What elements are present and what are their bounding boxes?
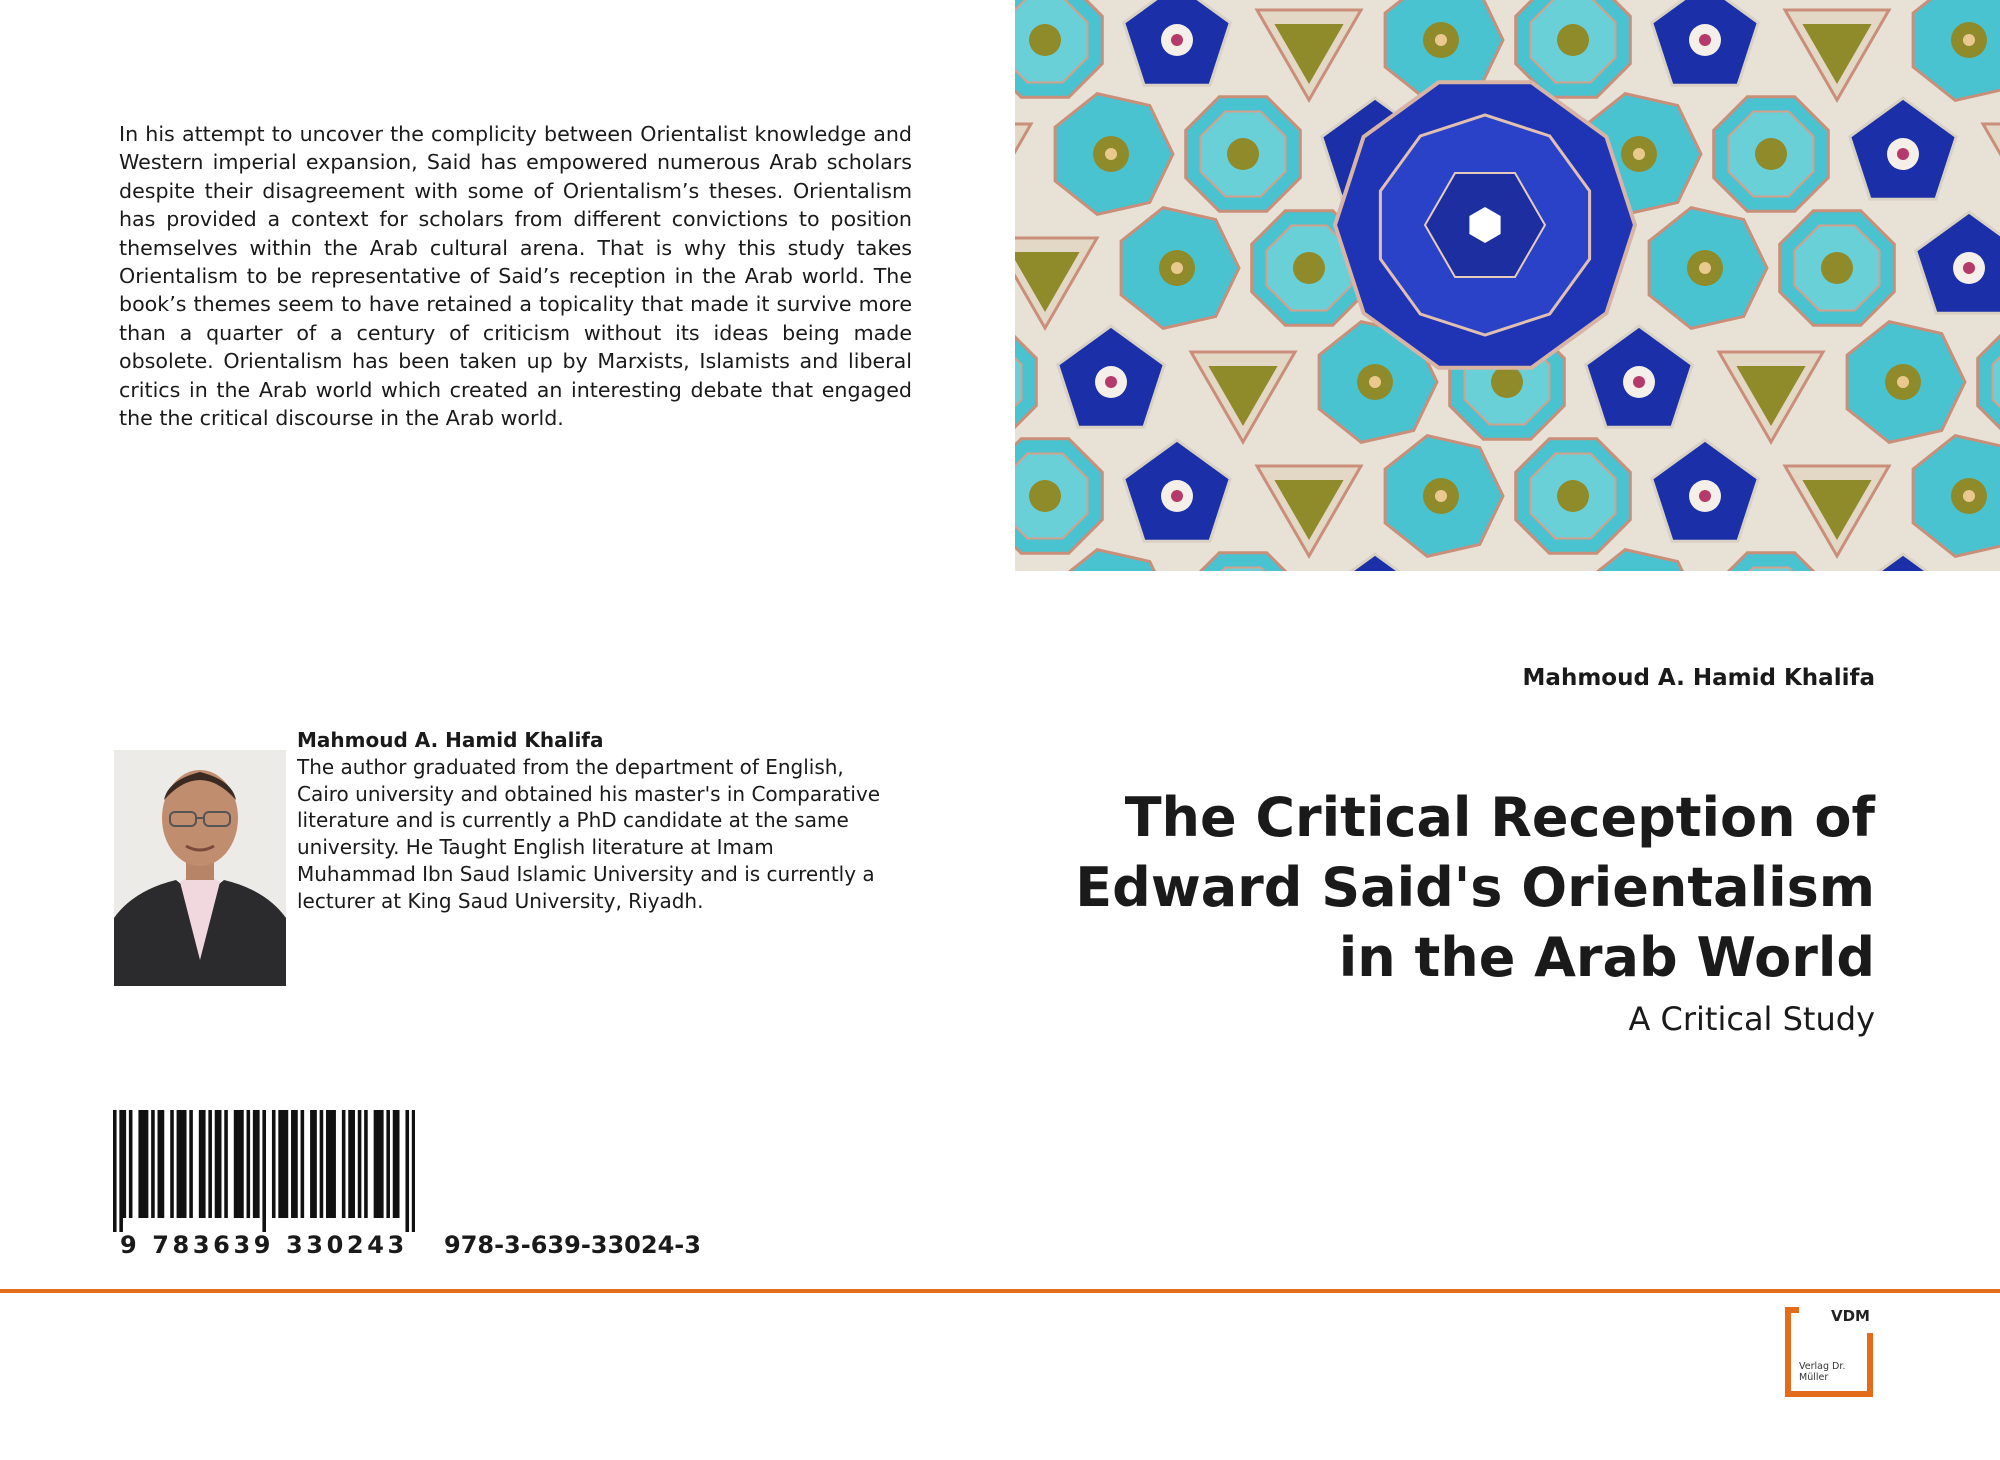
- tile-flower-center: [1369, 376, 1381, 388]
- barcode-bar: [332, 1110, 336, 1218]
- barcode-bar: [374, 1110, 378, 1218]
- barcode-bar: [393, 1110, 397, 1218]
- barcode-bar: [145, 1110, 149, 1218]
- barcode-bar: [224, 1110, 228, 1218]
- barcode-bar: [208, 1110, 212, 1218]
- barcode-bar: [119, 1110, 123, 1232]
- barcode-bar: [183, 1110, 187, 1218]
- barcode-bar: [291, 1110, 295, 1218]
- barcode-bar: [348, 1110, 352, 1218]
- barcode-bar: [405, 1110, 409, 1232]
- barcode-bar: [377, 1110, 381, 1218]
- barcode-bar: [177, 1110, 181, 1218]
- barcode-bar: [234, 1110, 238, 1218]
- logo-sub-text: Verlag Dr. Müller: [1799, 1361, 1846, 1383]
- author-photo: [114, 750, 286, 986]
- barcode-bar: [342, 1110, 346, 1218]
- barcode-bar: [281, 1110, 285, 1218]
- barcode-bar: [199, 1110, 203, 1218]
- barcode-bar: [262, 1110, 266, 1232]
- tile-flower-center: [1171, 262, 1183, 274]
- barcode-bar: [285, 1110, 289, 1218]
- orange-divider: [0, 1289, 2000, 1293]
- book-title-line: in the Arab World: [1338, 926, 1875, 989]
- tile-flower: [1557, 480, 1589, 512]
- barcode-bar: [129, 1110, 133, 1218]
- logo-vdm-text: VDM: [1831, 1307, 1870, 1325]
- tile-flower-center: [1963, 34, 1975, 46]
- barcode-bar: [294, 1110, 298, 1218]
- tile-flower-center: [1897, 376, 1909, 388]
- tile-flower-center: [1699, 262, 1711, 274]
- barcode: [113, 1110, 415, 1232]
- tile-rosette-center: [1171, 34, 1183, 46]
- book-title-line: The Critical Reception of: [1124, 786, 1875, 849]
- logo-frame-top: [1785, 1307, 1799, 1313]
- tile-flower: [1755, 138, 1787, 170]
- barcode-bar: [396, 1110, 400, 1218]
- barcode-bar: [253, 1110, 257, 1218]
- tile-rosette-center: [1897, 148, 1909, 160]
- barcode-bar: [272, 1110, 276, 1218]
- barcode-bar: [202, 1110, 206, 1218]
- author-bio-text: The author graduated from the department of English, Cairo university and obtained his master's in Comparative literature and is currently a PhD candidate at the same university. He Taught English literature at Imam Muhammad Ibn Saud Islamic University and is currently a lecturer at King Saud University, Riyadh.: [297, 754, 881, 913]
- barcode-bar: [215, 1110, 219, 1218]
- barcode-bar: [123, 1110, 127, 1218]
- barcode-bar: [301, 1110, 305, 1218]
- barcode-digits: 9 783639 330243: [120, 1231, 408, 1259]
- barcode-bar: [329, 1110, 333, 1218]
- front-cover-author: Mahmoud A. Hamid Khalifa: [1522, 665, 1875, 691]
- author-bio-name: Mahmoud A. Hamid Khalifa: [297, 728, 604, 752]
- tile-flower: [1029, 480, 1061, 512]
- tile-flower-center: [1435, 34, 1447, 46]
- barcode-bar: [386, 1110, 390, 1218]
- barcode-bar: [256, 1110, 260, 1218]
- barcode-bar: [313, 1110, 317, 1218]
- barcode-bar: [320, 1110, 324, 1218]
- barcode-bar: [247, 1110, 251, 1218]
- cover-tile-artwork: [1015, 0, 2000, 571]
- isbn-number: 978-3-639-33024-3: [444, 1231, 701, 1259]
- barcode-bar: [326, 1110, 330, 1218]
- barcode-bar: [113, 1110, 117, 1232]
- barcode-bar: [218, 1110, 222, 1218]
- tile-flower: [1557, 24, 1589, 56]
- tile-rosette-center: [1699, 490, 1711, 502]
- author-bio: [297, 727, 887, 915]
- tile-flower-center: [1105, 148, 1117, 160]
- barcode-bar: [142, 1110, 146, 1218]
- tile-flower-center: [1633, 148, 1645, 160]
- tile-rosette-center: [1699, 34, 1711, 46]
- barcode-bar: [240, 1110, 244, 1218]
- book-title-line: Edward Said's Orientalism: [1075, 856, 1875, 919]
- publisher-logo: [1781, 1303, 1877, 1399]
- logo-frame-right: [1867, 1333, 1873, 1397]
- tile-flower-center: [1435, 490, 1447, 502]
- back-cover-blurb: In his attempt to uncover the complicity between Orientalist knowledge and Western imperial expansion, Said has empowered numerous Arab scholars despite their disagreement with some of Orientalism’s theses. Orientalism has provided a context for scholars from different convictions to position themselves within the Arab cultural arena. That is why this study takes Orientalism to be representative of Said’s reception in the Arab world. The book’s themes seem to have retained a topicality that made it survive more than a quarter of a century of criticism without its ideas being made obsolete. Orientalism has been taken up by Marxists, Islamists and liberal critics in the Arab world which created an interesting debate that engaged the the critical discourse in the Arab world.: [119, 122, 912, 431]
- tile-rosette-center: [1633, 376, 1645, 388]
- tile-flower: [1227, 138, 1259, 170]
- barcode-bar: [364, 1110, 368, 1218]
- tile-flower: [1293, 252, 1325, 284]
- barcode-bar: [237, 1110, 241, 1218]
- barcode-bar: [358, 1110, 362, 1218]
- book-title: [1055, 783, 1875, 993]
- barcode-bar: [278, 1110, 282, 1218]
- barcode-bar: [189, 1110, 193, 1218]
- tile-rosette-center: [1105, 376, 1117, 388]
- tile-flower: [1491, 366, 1523, 398]
- tile-flower: [1821, 252, 1853, 284]
- barcode-bar: [161, 1110, 165, 1218]
- book-subtitle: A Critical Study: [1628, 1000, 1875, 1038]
- barcode-bar: [351, 1110, 355, 1218]
- barcode-bar: [170, 1110, 174, 1218]
- tile-rosette-center: [1171, 490, 1183, 502]
- barcode-bar: [310, 1110, 314, 1218]
- barcode-bar: [158, 1110, 162, 1218]
- barcode-bar: [138, 1110, 142, 1218]
- barcode-bar: [180, 1110, 184, 1218]
- tile-flower: [1029, 24, 1061, 56]
- barcode-bar: [412, 1110, 415, 1232]
- tile-rosette-center: [1963, 262, 1975, 274]
- barcode-bar: [151, 1110, 155, 1218]
- tile-flower-center: [1963, 490, 1975, 502]
- barcode-bar: [380, 1110, 384, 1218]
